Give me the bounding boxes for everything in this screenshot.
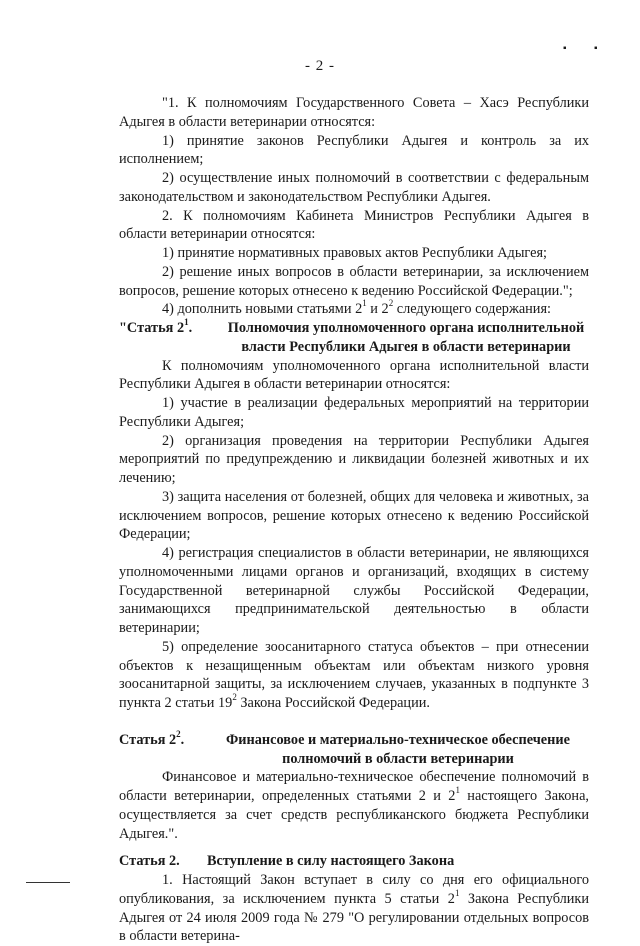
list-item: 4) регистрация специалистов в области ветеринарии, не являющихся уполномоченными лицами органов и организаций, входящих в систему Государственной ветеринарной службы Российской Федерации, занимающихся предпринимательской деятельностью в области ветеринарии; (119, 545, 589, 636)
corner-mark: ▪ (563, 43, 567, 54)
superscript: 2 (232, 692, 237, 703)
paragraph: 1) принятие законов Республики Адыгея и контроль за их исполнением; (119, 132, 589, 168)
superscript: 2 (388, 298, 394, 309)
text-run: следующего содержания: (393, 301, 552, 318)
text-run: Закона Российской Федерации. (236, 695, 430, 711)
list-item: 1) участие в реализации федеральных мероприятий на территории Республики Адыгея; (119, 395, 589, 430)
text-run: Финансовое и материально-техническое обеспечение полномочий в области ветеринарии, определенных статьями 2 и 2 (119, 769, 589, 804)
article-title: Вступление в силу настоящего Закона (207, 853, 455, 870)
superscript: 2 (176, 728, 181, 739)
paragraph: К полномочиям уполномоченного органа исполнительной власти Республики Адыгея в области ветеринарии относятся: (119, 357, 589, 393)
paragraph (119, 300, 589, 319)
paragraph: 1) принятие нормативных правовых актов Республики Адыгея; (162, 245, 547, 261)
document-body (119, 94, 589, 946)
footnote-rule (26, 882, 70, 883)
paragraph: 2) осуществление иных полномочий в соответствии с федеральным законодательством и законодательством Республики Адыгея. (119, 170, 589, 205)
paragraph: 2. К полномочиям Кабинета Министров Республики Адыгея в области ветеринарии относятся: (119, 207, 589, 243)
text-run: 4) дополнить новыми статьями 2 (162, 301, 363, 318)
text-run: 5) определение зоосанитарного статуса объектов – при отнесении объектов к незащищенным объектам или объектам низкого уровня зоосанитарной защиты, за исключением случаев, указанных в подпункте 3 пункта 2 статьи 19 (119, 638, 589, 711)
superscript: 1 (184, 317, 189, 328)
superscript: 1 (454, 887, 460, 898)
paragraph: 2) решение иных вопросов в области ветеринарии, за исключением вопросов, решение которых отнесено к ведению Российской Федерации."; (119, 263, 589, 299)
superscript: 1 (362, 298, 367, 309)
article-label (119, 319, 223, 357)
list-item: 2) организация проведения на территории Республики Адыгея мероприятий по предупреждению и ликвидации болезней животных и их лечению; (119, 432, 589, 486)
paragraph (119, 768, 589, 843)
article-heading (119, 852, 589, 871)
corner-mark: ▪ (594, 43, 598, 54)
list-item: 3) защита населения от болезней, общих для человека и животных, за исключением вопросов, решение которых отнесено к ведению Российской Федерации; (119, 488, 589, 543)
text-run: и 2 (366, 301, 389, 318)
text-run: 1. Настоящий Закон вступает в силу со дня его официального опубликования, за исключением пункта 5 статьи 2 (119, 872, 589, 907)
text-run: настоящего Закона, осуществляется за счет средств республиканского бюджета Республики Адыгея.". (119, 788, 589, 842)
article-title: Финансовое и материально-техническое обеспечение полномочий в области ветеринарии (226, 731, 570, 767)
superscript: 1 (455, 785, 460, 796)
paragraph (119, 871, 589, 946)
page-number: - 2 - (305, 58, 335, 74)
spacer (119, 713, 589, 731)
article-label (119, 728, 207, 769)
article-label: Статья 2. (119, 853, 180, 870)
spacer (119, 843, 589, 852)
article-heading (119, 728, 589, 769)
article-title: Полномочия уполномоченного органа исполнительной власти Республики Адыгея в области ветеринарии (227, 320, 585, 355)
paragraph: "1. К полномочиям Государственного Совета – Хасэ Республики Адыгея в области ветеринарии относятся: (119, 95, 589, 130)
list-item (119, 638, 589, 713)
text-run: . (188, 320, 193, 336)
text-run: Закона Республики Адыгея от 24 июля 2009 года № 279 "О регулировании отдельных вопросов в области ветерина- (119, 890, 589, 945)
text-run: "Статья 2 (119, 320, 185, 336)
text-run: Статья 2 (119, 731, 177, 748)
article-heading (119, 319, 589, 357)
text-run: . (180, 731, 185, 748)
